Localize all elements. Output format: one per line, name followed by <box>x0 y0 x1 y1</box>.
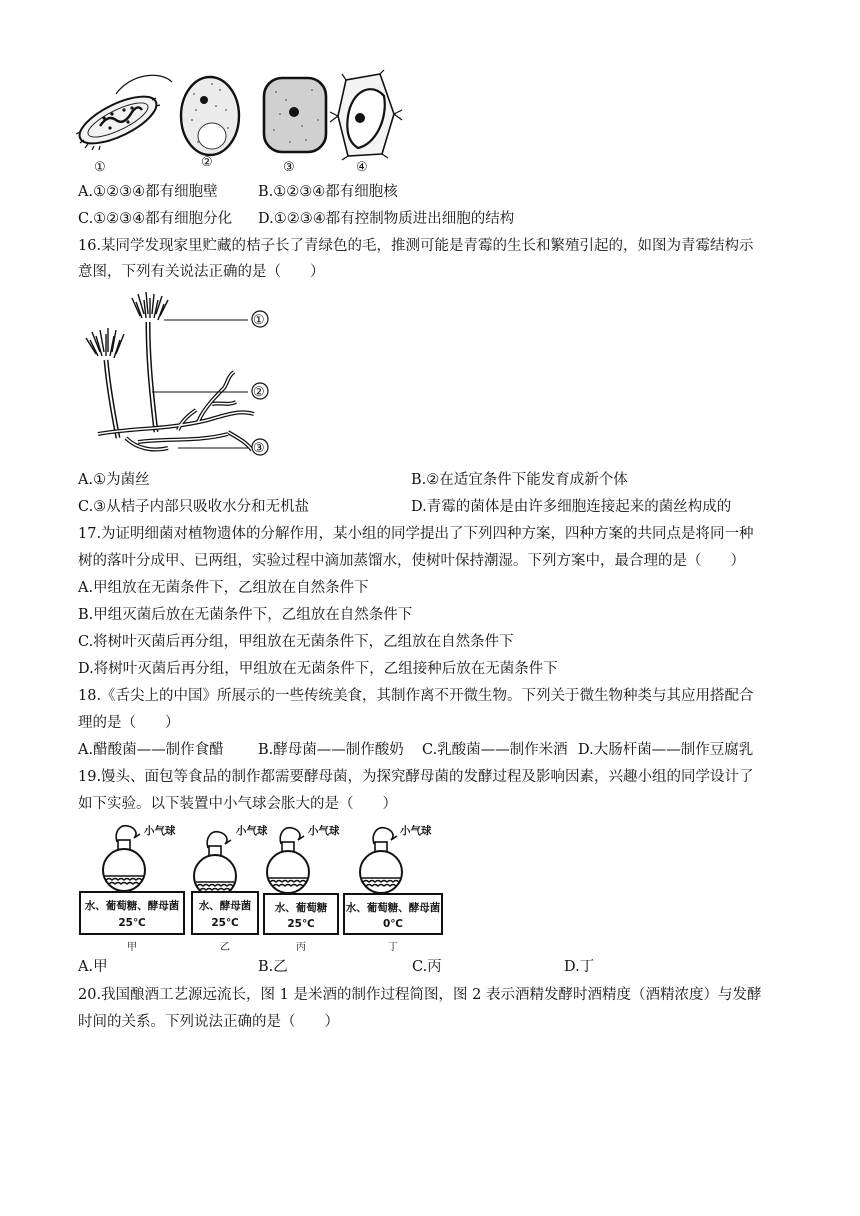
q19-options-row <box>78 957 788 977</box>
setup-yi-name: 乙 <box>220 942 230 953</box>
q18-option-a: A.醋酸菌——制作食醋 <box>78 742 224 758</box>
q16-option-d: D.青霉的菌体是由许多细胞连接起来的菌丝构成的 <box>411 499 732 515</box>
q18-stem-line-2: 理的是（ ） <box>78 715 180 731</box>
q20-stem-line-2: 时间的关系。下列说法正确的是（ ） <box>78 1014 339 1030</box>
balloon-label-3: 小气球 <box>308 825 340 837</box>
setup-yi-contents: 水、酵母菌 <box>198 900 252 912</box>
q15-cell-figure <box>76 70 416 174</box>
q20-stem-line-1: 20.我国酿酒工艺源远流长，图 1 是米酒的制作过程简图，图 2 表示酒精发酵时酒精度（酒精浓度）与发酵 <box>78 987 762 1003</box>
q17-option-c: C.将树叶灭菌后再分组，甲组放在无菌条件下，乙组放在自然条件下 <box>78 634 514 650</box>
penicillium-label-2: ② <box>253 385 265 400</box>
q17-option-d: D.将树叶灭菌后再分组，甲组放在无菌条件下，乙组接种后放在无菌条件下 <box>78 661 558 677</box>
q18-option-d: D.大肠杆菌——制作豆腐乳 <box>578 742 754 758</box>
setup-jia-name: 甲 <box>127 942 137 953</box>
balloon-label-1: 小气球 <box>144 825 176 837</box>
q19-stem-line-2: 如下实验。以下装置中小气球会胀大的是（ ） <box>78 796 397 812</box>
q15-options-row-1 <box>78 182 788 202</box>
q15-label-1: ① <box>94 160 106 175</box>
q16-options-row-1 <box>78 470 788 490</box>
q16-stem-line-2: 意图，下列有关说法正确的是（ ） <box>78 264 325 280</box>
setup-bing-contents: 水、葡萄糖 <box>274 902 328 914</box>
yeast-cell-icon <box>181 77 239 155</box>
q17-option-a: A.甲组放在无菌条件下，乙组放在自然条件下 <box>78 580 369 596</box>
q16-option-a: A.①为菌丝 <box>78 472 150 488</box>
setup-yi-temp: 25℃ <box>211 917 239 929</box>
q15-option-c: C.①②③④都有细胞分化 <box>78 211 233 227</box>
setup-ding-name: 丁 <box>388 942 398 953</box>
q15-label-4: ④ <box>356 160 368 175</box>
setup-ding-contents: 水、葡萄糖、酵母菌 <box>345 902 441 914</box>
q17-option-b: B.甲组灭菌后放在无菌条件下，乙组放在自然条件下 <box>78 607 413 623</box>
q16-option-c: C.③从桔子内部只吸收水分和无机盐 <box>78 499 310 515</box>
plant-cell-icon <box>330 70 402 160</box>
bacterium-cell-icon <box>73 75 172 153</box>
q18-option-c: C.乳酸菌——制作米酒 <box>422 742 568 758</box>
q19-option-d: D.丁 <box>564 959 595 975</box>
q18-options-row <box>78 740 788 760</box>
setup-bing-temp: 25℃ <box>287 918 315 930</box>
q19-option-a: A.甲 <box>78 959 108 975</box>
q19-option-b: B.乙 <box>258 959 288 975</box>
yeast-experiment-figure <box>78 822 450 956</box>
q15-option-a: A.①②③④都有细胞壁 <box>78 184 218 200</box>
penicillium-figure <box>78 292 278 462</box>
penicillium-label-1: ① <box>253 313 265 328</box>
q17-stem-line-1: 17.为证明细菌对植物遗体的分解作用，某小组的同学提出了下列四种方案，四种方案的共同点是将同一种 <box>78 526 754 542</box>
q15-option-b: B.①②③④都有细胞核 <box>258 184 398 200</box>
q16-options-row-2 <box>78 497 788 517</box>
q18-option-b: B.酵母菌——制作酸奶 <box>258 742 404 758</box>
balloon-label-2: 小气球 <box>236 825 268 837</box>
balloon-label-4: 小气球 <box>400 825 432 837</box>
q19-option-c: C.丙 <box>412 959 442 975</box>
q16-option-b: B.②在适宜条件下能发育成新个体 <box>411 472 628 488</box>
animal-cell-icon <box>264 78 326 152</box>
penicillium-label-3: ③ <box>253 441 265 456</box>
setup-ding-temp: 0℃ <box>382 918 404 930</box>
q18-stem-line-1: 18.《舌尖上的中国》所展示的一些传统美食，其制作离不开微生物。下列关于微生物种类与其应用搭配合 <box>78 688 754 704</box>
setup-jia-contents: 水、葡萄糖、酵母菌 <box>84 900 180 912</box>
q15-options-row-2 <box>78 209 788 229</box>
q15-option-d: D.①②③④都有控制物质进出细胞的结构 <box>258 211 515 227</box>
setup-jia-temp: 25℃ <box>118 917 146 929</box>
q15-label-2: ② <box>201 155 213 170</box>
q17-stem-line-2: 树的落叶分成甲、已两组，实验过程中滴加蒸馏水，使树叶保持潮湿。下列方案中，最合理的是（ ） <box>78 553 745 569</box>
setup-bing-name: 丙 <box>296 942 306 953</box>
q15-label-3: ③ <box>283 160 295 175</box>
q19-stem-line-1: 19.馒头、面包等食品的制作都需要酵母菌，为探究酵母菌的发酵过程及影响因素，兴趣小组的同学设计了 <box>78 769 754 785</box>
q16-stem-line-1: 16.某同学发现家里贮藏的桔子长了青绿色的毛，推测可能是青霉的生长和繁殖引起的，如图为青霉结构示 <box>78 238 754 254</box>
